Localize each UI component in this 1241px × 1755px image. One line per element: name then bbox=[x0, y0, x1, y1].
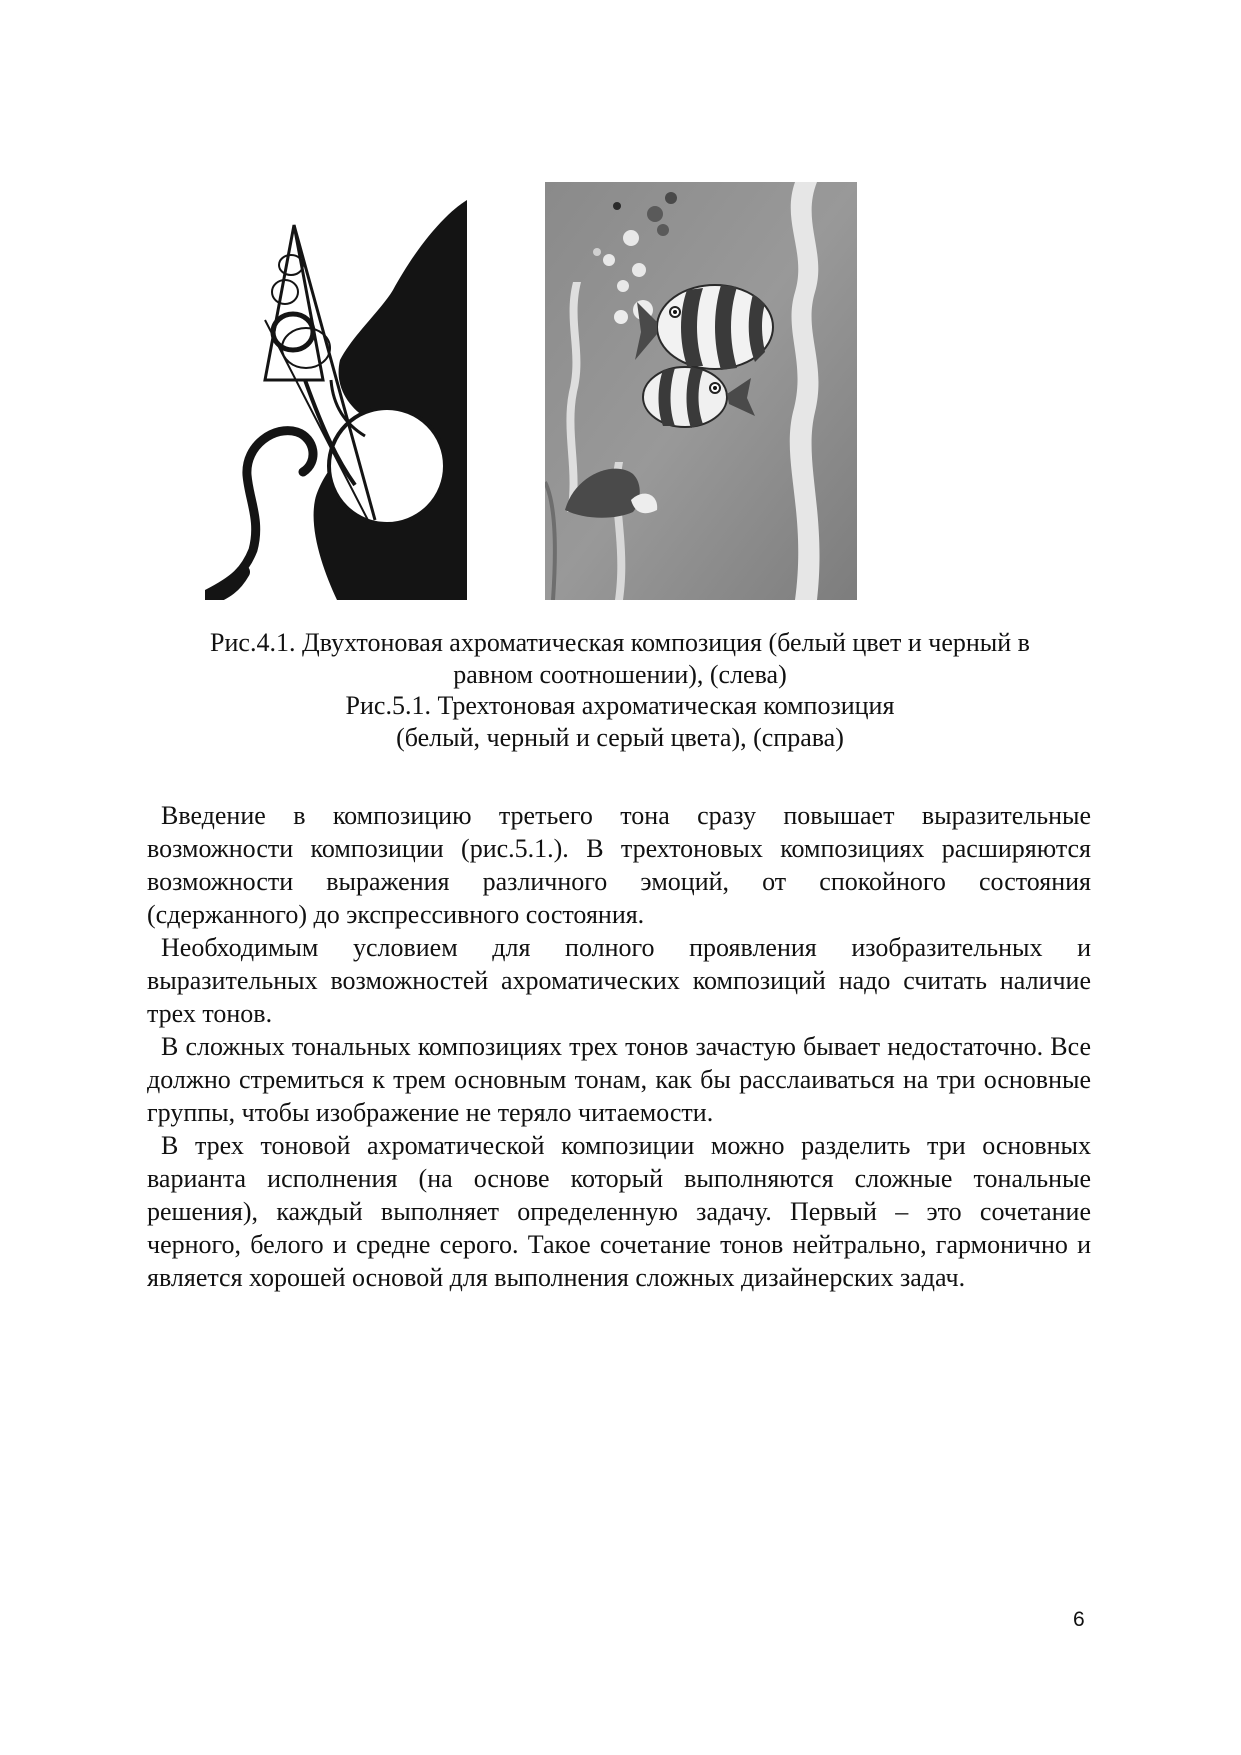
caption-line: равном соотношении), (слева) bbox=[453, 659, 787, 689]
three-tone-composition-drawing bbox=[545, 182, 857, 600]
paragraph: В трех тоновой ахроматической композиции можно разделить три основных варианта исполнения (на основе который выполняются сложные тональные решения), каждый выполняет определенную задачу. Первый – это сочетание черного, белого и средне серого. Такое сочетание тонов нейтрально, гармонично и является хорошей основой для выполнения сложных дизайнерских задач. bbox=[147, 1131, 1091, 1292]
white-circle bbox=[329, 408, 445, 524]
caption-line: Рис.5.1. Трехтоновая ахроматическая композиция bbox=[345, 691, 895, 720]
caption-line: Рис.4.1. Двухтоновая ахроматическая композиция (белый цвет и черный в bbox=[210, 628, 1030, 657]
figure-caption bbox=[140, 627, 1100, 753]
figure-three-tone-composition bbox=[545, 182, 857, 600]
paragraph: Необходимым условием для полного проявления изобразительных и выразительных возможностей ахроматических композиций надо считать наличие трех тонов. bbox=[147, 933, 1091, 1028]
paragraph: В сложных тональных композициях трех тонов зачастую бывает недостаточно. Все должно стремиться к трем основным тонам, как бы расслаиваться на три основные группы, чтобы изображение не теряло читаемости. bbox=[147, 1032, 1091, 1127]
body-text bbox=[147, 799, 1091, 1294]
caption-line: (белый, черный и серый цвета), (справа) bbox=[396, 722, 844, 752]
two-tone-composition-drawing bbox=[205, 200, 467, 600]
page-number: 6 bbox=[1073, 1608, 1085, 1631]
paragraph: Введение в композицию третьего тона сразу повышает выразительные возможности композиции (рис.5.1.). В трехтоновых композициях расширяются возможности выражения различного эмоций, от спокойного состояния (сдержанного) до экспрессивного состояния. bbox=[147, 801, 1091, 929]
figure-two-tone-composition bbox=[205, 200, 467, 600]
